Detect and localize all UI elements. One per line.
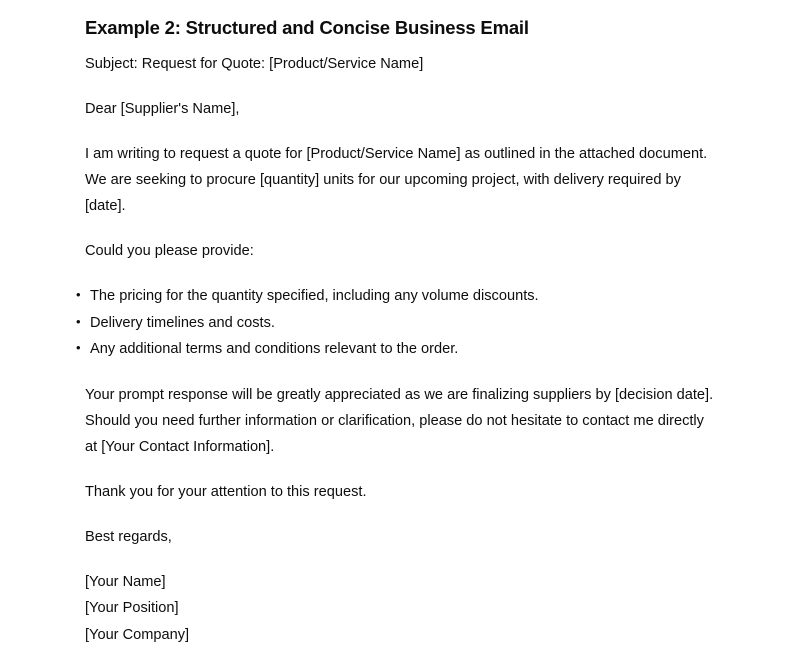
intro-line: [date]. [85, 198, 126, 214]
response-line: Should you need further information or clarification, please do not hesitate to contact me directly [85, 412, 704, 429]
email-greeting: Dear [Supplier's Name], [85, 101, 240, 117]
list-item-text: Delivery timelines and costs. [90, 314, 275, 331]
request-intro: Could you please provide: [85, 243, 254, 259]
email-subject: Subject: Request for Quote: [Product/Service Name] [85, 56, 424, 72]
response-line: Your prompt response will be greatly appreciated as we are finalizing suppliers by [decision date]. [85, 386, 714, 403]
list-item-text: Any additional terms and conditions relevant to the order. [90, 341, 459, 357]
list-item [76, 283, 765, 310]
intro-line: We are seeking to procure [quantity] units for our upcoming project, with delivery required by [85, 172, 681, 188]
signature-name: [Your Name] [85, 573, 166, 590]
bullet-icon: • [76, 287, 81, 302]
intro-line: I am writing to request a quote for [Product/Service Name] as outlined in the attached document. [85, 146, 708, 162]
list-item-text: The pricing for the quantity specified, including any volume discounts. [90, 288, 539, 304]
bullet-icon: • [76, 340, 81, 355]
bullet-icon: • [76, 313, 81, 329]
response-paragraph [85, 382, 745, 460]
list-item [76, 336, 765, 363]
request-list [76, 283, 765, 363]
response-line: at [Your Contact Information]. [85, 438, 275, 455]
thanks-line: Thank you for your attention to this request. [85, 483, 367, 500]
closing-line: Best regards, [85, 528, 172, 545]
signature-block [85, 569, 765, 649]
example-heading: Example 2: Structured and Concise Business Email [85, 17, 529, 38]
list-item [76, 310, 765, 337]
email-example [76, 14, 765, 648]
signature-company: [Your Company] [85, 626, 190, 643]
intro-paragraph [85, 141, 745, 219]
signature-position: [Your Position] [85, 600, 179, 616]
